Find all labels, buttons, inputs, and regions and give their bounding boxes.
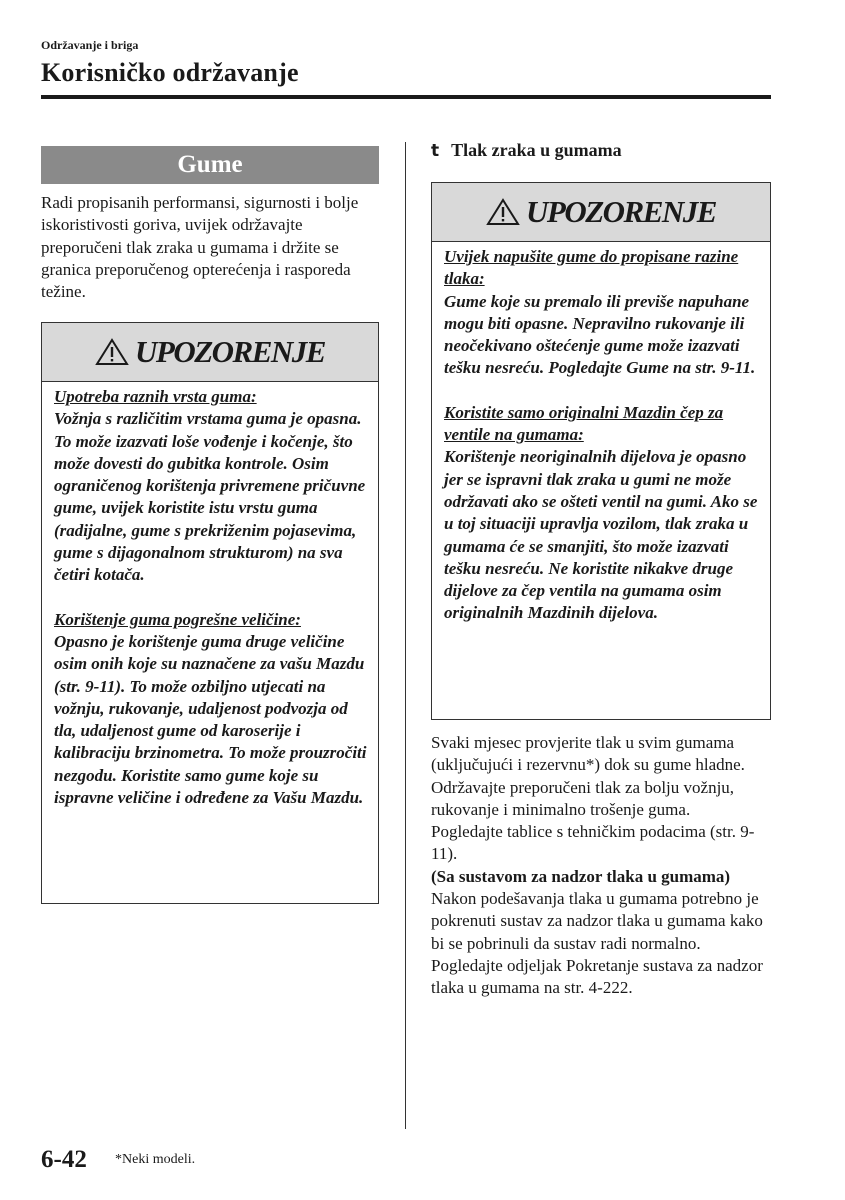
warning-subtitle: Uvijek napušite gume do propisane razine tlaka:: [444, 247, 739, 289]
warning-subtitle: Korištenje guma pogrešne veličine:: [54, 609, 301, 629]
warning-triangle-icon: [486, 198, 520, 226]
intro-paragraph: Radi propisanih performansi, sigurnosti i bolje iskoristivosti goriva, uvijek održavajte preporučeni tlak zraka u gumama i držite se granica preporučenog opterećenja i rasporeda težine.: [41, 193, 359, 302]
warning-text: Korištenje neoriginalnih dijelova je opasno jer se ispravni tlak zraka u gumi ne može održavati ako se ošteti ventil na gumi. Ako se u toj situaciji upravlja vozilom, tlak zraka u gumama će se smanjiti, što može izazvati tešku nesreću. Ne koristite nikakve druge dijelove za čep ventila na gumama osim originalnih Mazdinih dijelova.: [444, 447, 758, 623]
warning-text: Opasno je korištenje guma druge veličine osim onih koje su naznačene za vašu Mazdu (str. 9-11). To može ozbiljno utjecati na vožnju, rukovanje, udaljenost podvozja od tla, udaljenost gume od karoserije i kalibraciju brzinometra. To može prouzročiti nezgodu. Koristite samo gume koje su ispravne veličine i određene za Vašu Mazdu.: [54, 631, 367, 808]
footnote: *Neki modeli.: [115, 1152, 196, 1167]
subsection-heading: [431, 140, 622, 161]
warning-subtitle: Koristite samo originalni Mazdin čep za ventile na gumama:: [444, 402, 724, 445]
warning-header: [432, 183, 770, 242]
warning-text: Vožnja s različitim vrstama guma je opasna. To može izazvati loše vođenje i kočenje, što može dovesti do gubitka kontrole. Osim ograničenog korištenja privremene pričuvne gume, uvijek koristite istu vrstu guma (radijalne, gume s prekriženim pojasevima, gume s dijagonalnom strukturom) na sva četiri kotača.: [54, 409, 366, 585]
warning-item: [444, 246, 760, 380]
bullet-marker: t: [431, 141, 440, 161]
warning-subtitle: Upotreba raznih vrsta guma:: [54, 387, 257, 406]
warning-header: [42, 323, 378, 382]
section-heading: Gume: [41, 146, 379, 184]
warning-title: UPOZORENJE: [526, 194, 716, 229]
paragraph: Pogledajte tablice s tehničkim podacima (str. 9-11).: [431, 822, 755, 864]
subsection-title: Tlak zraka u gumama: [451, 140, 622, 160]
warning-item: [54, 386, 368, 587]
warning-body: [42, 382, 378, 817]
warning-body: [432, 242, 770, 633]
paragraph-heading: (Sa sustavom za nadzor tlaka u gumama): [431, 866, 731, 886]
warning-box-pressure: [431, 182, 771, 720]
paragraph: Nakon podešavanja tlaka u gumama potrebno je pokrenuti sustav za nadzor tlaka u gumama kako bi se pobrinuli da sustav radi normalno.: [431, 889, 763, 953]
pressure-text: [431, 732, 776, 1000]
paragraph: Pogledajte odjeljak Pokretanje sustava za nadzor tlaka u gumama na str. 4-222.: [431, 955, 763, 998]
warning-title: UPOZORENJE: [135, 334, 325, 369]
page-title: Korisničko održavanje: [41, 58, 299, 87]
page-number: 6-42: [41, 1146, 87, 1173]
warning-item: [444, 402, 760, 625]
warning-box-tyres: [41, 322, 379, 904]
breadcrumb: Održavanje i briga: [41, 38, 139, 52]
header-rule: [41, 95, 771, 99]
warning-item: [54, 609, 368, 810]
column-divider: [405, 142, 406, 1129]
warning-text: Gume koje su premalo ili previše napuhane mogu biti opasne. Nepravilno rukovanje ili neočekivano oštećenje gume može izazvati tešku nesreću. Pogledajte Gume na str. 9-11.: [444, 291, 756, 378]
warning-triangle-icon: [95, 338, 129, 366]
paragraph: Svaki mjesec provjerite tlak u svim gumama (uključujući i rezervnu*) dok su gume hladne. Održavajte preporučeni tlak za bolju vožnju, rukovanje i minimalno trošenje guma.: [431, 733, 745, 819]
